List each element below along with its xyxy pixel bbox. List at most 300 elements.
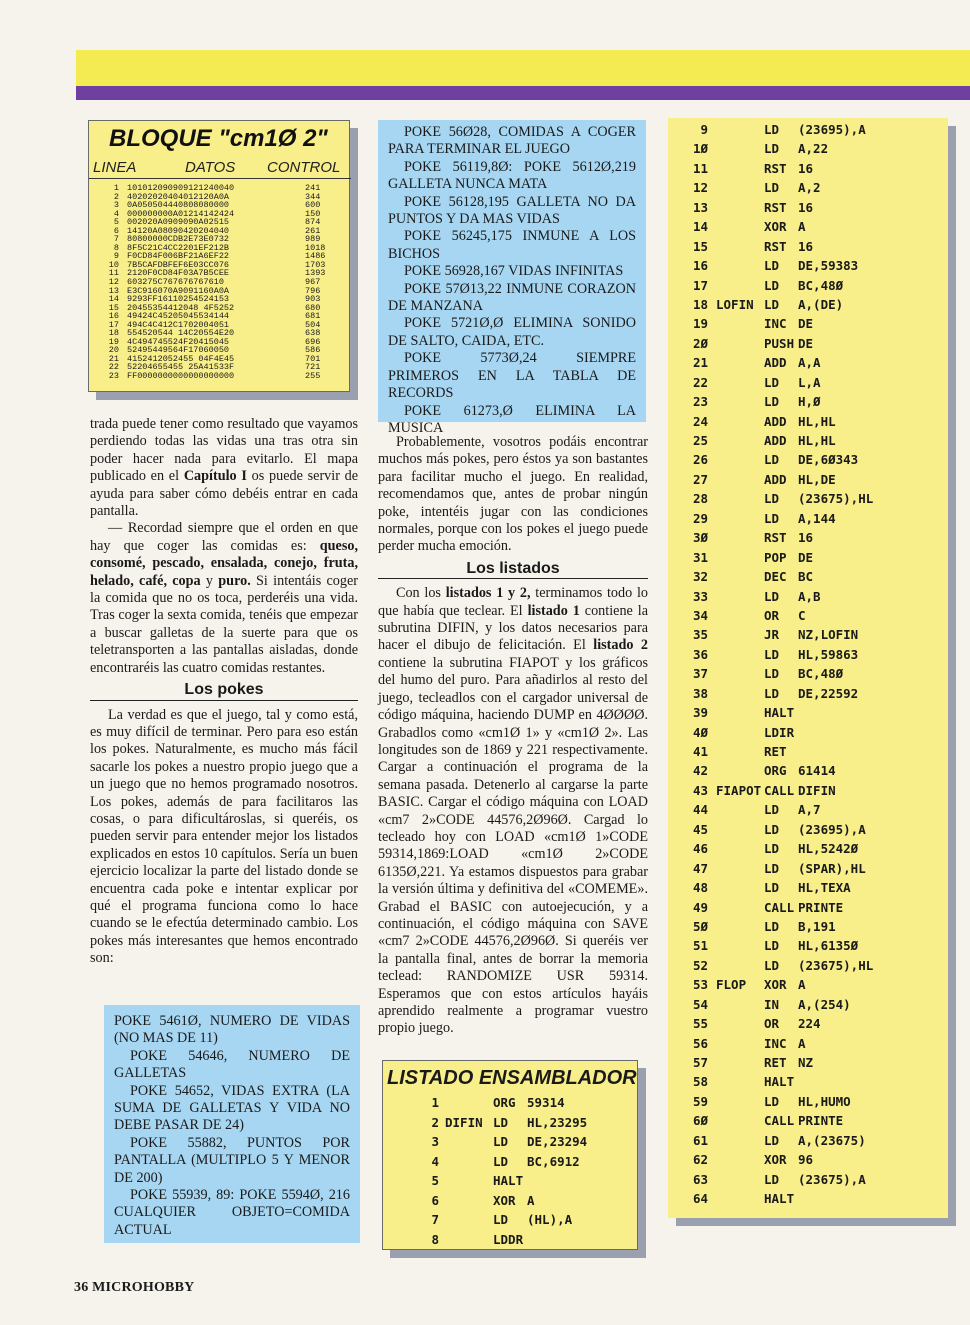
line-number: 2 (431, 1114, 439, 1130)
line-number: 8 (113, 242, 119, 253)
paragraph: La verdad es que el juego, tal y como está, es muy difícil de terminar. Pero para eso están los pokes. Naturalmente, es mucho más fácil sacarle los pokes a nuestro propio juego que a un juego que no hemos programado nosotros. Los pokes, además de para facilitaros las cosas, o para dificultároslas, si queréis, os pueden servir para entender mejor los listados explicados en estos 10 capítulos. Sería un buen ejercicio localizar la parte del listado donde se encuentra cada poke e intentar explicar por qué el programa funciona como lo hace cuando se le efectúa determinado cambio. Los pokes más interesantes que hemos encontrado son: (90, 706, 358, 967)
asm-line (668, 1034, 948, 1053)
line-number: 48 (692, 880, 708, 896)
control-value: 504 (305, 319, 321, 330)
asm-operand: PRINTE (798, 1113, 844, 1129)
asm-opcode: LD (764, 122, 780, 137)
data-value: 494C4C412C1702004051 (127, 319, 230, 330)
asm-line (668, 917, 948, 936)
line-number: 16 (108, 311, 119, 322)
asm-opcode: LD (493, 1114, 509, 1130)
asm-opcode: LD (764, 821, 780, 837)
line-number: 10 (108, 259, 119, 270)
asm-opcode: JR (764, 627, 780, 643)
control-value: 967 (305, 277, 321, 288)
asm-line (668, 1170, 948, 1189)
asm-opcode: OR (764, 1016, 780, 1032)
paragraph: Probablemente, vosotros podáis encontrar muchos más pokes, pero éstos ya son bastantes para facilitar mucho el juego. En realidad, recomendamos que, antes de probar ningún poke, intentéis jugar con las condiciones normales, porque con los pokes el juego puede perder mucha emoción. (378, 434, 648, 555)
line-number: 51 (692, 938, 708, 954)
asm-line (668, 334, 948, 353)
data-value: 7B5CAFDBFEF6E03CC076 (127, 259, 230, 270)
asm-operand: NZ (798, 1055, 814, 1070)
line-number: 4 (113, 208, 119, 219)
asm-operand: A,(23675) (798, 1132, 866, 1148)
asm-line (668, 781, 948, 800)
line-number: 20 (108, 345, 119, 356)
asm-operand: HL,23295 (527, 1114, 588, 1130)
line-number: 11 (108, 268, 119, 279)
poke-entry: POKE 57Ø13,22 INMUNE CORAZON DE MANZANA (388, 280, 636, 315)
asm-line (668, 839, 948, 858)
line-number: 5 (431, 1173, 439, 1188)
asm-opcode: XOR (764, 1152, 787, 1168)
asm-label: FIAPOT (716, 782, 762, 798)
line-number: 9 (700, 122, 708, 137)
asm-line (668, 295, 948, 314)
asm-opcode: LD (764, 880, 780, 896)
asm-opcode: LD (764, 860, 780, 876)
line-number: 14 (692, 219, 708, 235)
poke-entry: POKE 56119,8Ø: POKE 5612Ø,219 GALLETA NUNCA MATA (388, 158, 636, 193)
asm-operand: A,144 (798, 510, 836, 526)
line-number: 34 (692, 607, 708, 623)
asm-line (668, 217, 948, 236)
line-number: 59 (692, 1093, 708, 1109)
asm-operand: (HL),A (527, 1212, 573, 1227)
data-value: 8F5C21C4CC2201EF212B (127, 242, 230, 253)
poke-entry: POKE 56928,167 VIDAS INFINITAS (404, 263, 624, 280)
poke-entry: POKE 61273,Ø ELIMINA LA MUSICA (388, 402, 636, 436)
asm-operand: DE (798, 549, 814, 565)
asm-line (668, 412, 948, 431)
asm-opcode: LD (764, 957, 780, 973)
listado-ensamblador-box (382, 1060, 638, 1250)
line-number: 12 (692, 180, 708, 196)
data-value: 000000000A01214142424 (127, 208, 235, 219)
asm-operand: A (798, 977, 806, 993)
asm-opcode: LD (764, 510, 780, 526)
asm-operand: DE (798, 335, 814, 351)
line-number: 35 (692, 627, 708, 643)
asm-opcode: LD (764, 258, 780, 274)
line-number: 3 (431, 1134, 439, 1149)
control-value: 600 (305, 200, 321, 211)
asm-opcode: XOR (764, 219, 787, 235)
line-number: 36 (692, 646, 708, 662)
asm-opcode: ADD (764, 471, 787, 487)
header-control: CONTROL (267, 159, 341, 176)
asm-line (668, 684, 948, 703)
pokes-box-left (104, 1005, 360, 1243)
control-value: 241 (305, 183, 321, 193)
line-number: 21 (692, 355, 708, 371)
asm-opcode: LD (493, 1134, 509, 1149)
asm-label: DIFIN (445, 1114, 483, 1130)
asm-opcode: CALL (764, 782, 795, 798)
asm-line (668, 820, 948, 839)
asm-operand: HL,6135Ø (798, 938, 859, 954)
asm-operand: L,A (798, 374, 821, 390)
asm-opcode: RET (764, 744, 787, 759)
asm-operand: (SPAR),HL (798, 860, 866, 876)
line-number: 2Ø (692, 335, 708, 351)
asm-operand: DE (798, 316, 814, 332)
control-value: 696 (305, 336, 321, 347)
asm-operand: A (798, 1035, 806, 1051)
asm-line (668, 1189, 948, 1208)
line-number: 25 (692, 433, 708, 448)
section-heading-pokes: Los pokes (90, 681, 358, 700)
line-number: 57 (692, 1055, 708, 1070)
asm-operand: 16 (798, 238, 814, 254)
asm-opcode: LD (764, 1132, 780, 1148)
asm-operand: BC,48Ø (798, 277, 844, 293)
asm-operand: DE,23294 (527, 1134, 588, 1149)
asm-line (668, 314, 948, 333)
asm-opcode: LD (764, 802, 780, 818)
control-value: 344 (305, 191, 321, 202)
line-number: 52 (692, 957, 708, 973)
asm-line (383, 1210, 639, 1230)
asm-operand: A (527, 1192, 535, 1208)
asm-opcode: DEC (764, 569, 787, 585)
asm-line (383, 1152, 639, 1172)
data-value: F0CD84F006BF21A6EF22 (127, 251, 230, 262)
data-value: 20455354412048 4F5252 (127, 302, 235, 313)
asm-operand: DE,6Ø343 (798, 452, 859, 468)
line-number: 24 (692, 413, 708, 429)
asm-opcode: XOR (764, 977, 787, 993)
asm-operand: 16 (798, 199, 814, 215)
line-number: 45 (692, 821, 708, 837)
asm-line (668, 528, 948, 547)
control-value: 150 (305, 208, 321, 219)
asm-opcode: LD (764, 452, 780, 468)
asm-opcode: HALT (493, 1173, 524, 1188)
line-number: 6 (113, 225, 119, 236)
line-number: 1Ø (692, 141, 708, 157)
control-value: 586 (305, 345, 321, 356)
line-number: 7 (431, 1212, 439, 1227)
paragraph: — Recordad siempre que el orden en que hay que coger las comidas es: queso, consomé, pescado, ensalada, conejo, fruta, helado, café, copa y puro. Si intentáis coger la comida que no os toca, perderéis una vida. Tras coger la sexta comida, tenéis que empezar a buscar galletas de la suerte para que os teletransporten a las pantallas aisladas, donde encontraréis las cuatro comidas restantes. (90, 520, 359, 676)
asm-line (668, 995, 948, 1014)
section-heading-listados: Los listados (378, 560, 648, 579)
asm-line (668, 373, 948, 392)
data-value: 603275C767676767610 (127, 277, 224, 288)
poke-entry: POKE 56Ø28, COMIDAS A COGER PARA TERMINAR EL JUEGO (388, 124, 636, 158)
asm-line (668, 664, 948, 683)
data-value: 4152412052455 04F4E45 (127, 353, 235, 364)
asm-line (668, 470, 948, 489)
control-value: 255 (305, 371, 321, 382)
data-value: 101012090909121240040 (127, 183, 235, 193)
column-2 (378, 434, 648, 1038)
asm-opcode: XOR (493, 1192, 516, 1208)
asm-opcode: LD (764, 394, 780, 410)
asm-opcode: ADD (764, 355, 787, 371)
asm-line (668, 489, 948, 508)
listado-title: LISTADO ENSAMBLADOR (387, 1067, 637, 1089)
asm-opcode: HALT (764, 1191, 795, 1207)
asm-line (383, 1191, 639, 1211)
line-number: 29 (692, 510, 708, 526)
asm-operand: HL,DE (798, 471, 836, 487)
asm-operand: 16 (798, 160, 814, 176)
asm-line (383, 1171, 639, 1191)
line-number: 28 (692, 491, 708, 507)
asm-operand: (23675),HL (798, 957, 874, 973)
asm-operand: 224 (798, 1016, 821, 1032)
control-value: 680 (305, 302, 321, 313)
asm-operand: A (798, 219, 806, 235)
control-value: 721 (305, 362, 321, 373)
line-number: 46 (692, 841, 708, 857)
data-value: 14120A08090420204040 (127, 225, 230, 236)
asm-operand: A,B (798, 588, 821, 604)
control-value: 261 (305, 225, 321, 236)
line-number: 22 (108, 362, 119, 373)
asm-line (668, 1111, 948, 1130)
line-number: 3 (113, 200, 119, 211)
asm-opcode: CALL (764, 1113, 795, 1129)
asm-operand: (23675),A (798, 1171, 866, 1187)
line-number: 18 (692, 296, 708, 312)
asm-opcode: INC (764, 316, 787, 332)
line-number: 37 (692, 666, 708, 682)
asm-opcode: LD (764, 277, 780, 293)
line-number: 5Ø (692, 918, 708, 934)
line-number: 17 (692, 277, 708, 293)
poke-entry: POKE 56245,175 INMUNE A LOS BICHOS (388, 228, 636, 262)
asm-opcode: LDDR (493, 1231, 524, 1247)
line-number: 19 (108, 336, 119, 347)
line-number: 53 (692, 977, 708, 993)
line-number: 12 (108, 277, 119, 288)
control-value: 681 (305, 311, 321, 322)
asm-line (383, 1230, 639, 1250)
asm-line (668, 587, 948, 606)
asm-line (668, 703, 948, 722)
data-value: 52495449564F17060050 (127, 345, 230, 356)
asm-opcode: LD (764, 588, 780, 604)
asm-operand: (23695),A (798, 122, 866, 137)
control-value: 638 (305, 328, 321, 339)
asm-opcode: CALL (764, 899, 795, 915)
asm-opcode: POP (764, 549, 787, 565)
line-number: 4 (431, 1153, 439, 1169)
control-value: 989 (305, 234, 321, 245)
asm-line (668, 256, 948, 275)
asm-line (668, 1092, 948, 1111)
control-value: 701 (305, 353, 321, 364)
asm-opcode: LD (764, 141, 780, 157)
header-datos: DATOS (185, 159, 236, 176)
asm-line (668, 450, 948, 469)
asm-line (668, 898, 948, 917)
asm-opcode: LD (764, 180, 780, 196)
pokes-box-right (378, 120, 646, 436)
data-value: 0A050504440808080000 (127, 200, 230, 211)
asm-opcode: LD (764, 296, 780, 312)
header-linea: LINEA (93, 159, 137, 176)
asm-operand: DE,59383 (798, 258, 859, 274)
data-value: FF0000000000000000000 (127, 371, 235, 382)
line-number: 43 (692, 782, 708, 798)
data-value: 49424C45205045534144 (127, 311, 230, 322)
asm-opcode: OR (764, 607, 780, 623)
asm-opcode: ADD (764, 433, 787, 448)
page-footer: 36 MICROHOBBY (74, 1280, 195, 1295)
line-number: 32 (692, 569, 708, 585)
line-number: 21 (108, 353, 119, 364)
line-number: 8 (431, 1231, 439, 1247)
line-number: 31 (692, 549, 708, 565)
asm-line (668, 1053, 948, 1072)
line-number: 44 (692, 802, 708, 818)
line-number: 23 (108, 371, 119, 382)
poke-entry: POKE 56128,195 GALLETA NO DA PUNTOS Y DA MAS VIDAS (388, 193, 636, 228)
control-value: 1486 (305, 251, 326, 262)
poke-entry: POKE 55939, 89: POKE 5594Ø, 216 CUALQUIER OBJETO=COMIDA ACTUAL (114, 1187, 350, 1238)
asm-line (668, 509, 948, 528)
asm-opcode: LDIR (764, 724, 795, 740)
line-number: 41 (692, 744, 708, 759)
control-value: 1393 (305, 268, 326, 279)
asm-line (668, 1072, 948, 1091)
asm-opcode: RST (764, 238, 787, 254)
asm-line (668, 859, 948, 878)
asm-label: FLOP (716, 977, 747, 993)
poke-entry: POKE 5773Ø,24 SIEMPRE PRIMEROS EN LA TABLA DE RECORDS (388, 350, 636, 402)
asm-opcode: PUSH (764, 335, 795, 351)
control-value: 874 (305, 217, 321, 228)
asm-line (668, 800, 948, 819)
asm-opcode: RET (764, 1055, 787, 1070)
line-number: 42 (692, 763, 708, 779)
line-number: 7 (113, 234, 119, 245)
asm-opcode: RST (764, 199, 787, 215)
asm-opcode: LD (764, 918, 780, 934)
asm-opcode: LD (764, 666, 780, 682)
bloque-rows (99, 184, 343, 381)
line-number: 2 (113, 191, 119, 202)
asm-opcode: LD (493, 1153, 509, 1169)
asm-opcode: LD (764, 1171, 780, 1187)
assembler-listing (668, 118, 948, 1218)
asm-line (668, 956, 948, 975)
asm-opcode: INC (764, 1035, 787, 1051)
asm-operand: 59314 (527, 1095, 565, 1110)
line-number: 4Ø (692, 724, 708, 740)
line-number: 22 (692, 374, 708, 390)
asm-operand: BC,48Ø (798, 666, 844, 682)
asm-operand: DE,22592 (798, 685, 859, 701)
asm-line (668, 936, 948, 955)
line-number: 26 (692, 452, 708, 468)
asm-opcode: HALT (764, 705, 795, 721)
asm-line (668, 723, 948, 742)
line-number: 6Ø (692, 1113, 708, 1129)
asm-line (383, 1093, 639, 1113)
asm-opcode: LD (764, 374, 780, 390)
data-value: 002020A0909090A02515 (127, 217, 230, 228)
asm-line (668, 431, 948, 450)
line-number: 39 (692, 705, 708, 721)
line-number: 55 (692, 1016, 708, 1032)
line-number: 13 (692, 199, 708, 215)
data-value: E3C916070A9091160A0A (127, 285, 230, 296)
line-number: 23 (692, 394, 708, 410)
table-row (99, 372, 343, 381)
asm-operand: A,A (798, 355, 821, 371)
line-number: 64 (692, 1191, 708, 1207)
asm-operand: (23675),HL (798, 491, 874, 507)
line-number: 54 (692, 996, 708, 1012)
asm-line (668, 178, 948, 197)
asm-line (668, 761, 948, 780)
asm-operand: BC (798, 569, 814, 585)
data-value: 52204655455 25A41533F (127, 362, 235, 373)
line-number: 19 (692, 316, 708, 332)
asm-line (668, 276, 948, 295)
poke-entry: POKE 55882, PUNTOS POR PANTALLA (MULTIPLO 5 Y MENOR DE 200) (114, 1134, 350, 1186)
asm-line (668, 878, 948, 897)
line-number: 38 (692, 685, 708, 701)
asm-operand: A,2 (798, 180, 821, 196)
poke-entry: POKE 5721Ø,Ø ELIMINA SONIDO DE SALTO, CAIDA, ETC. (388, 315, 636, 349)
asm-opcode: ORG (764, 763, 787, 779)
asm-line (668, 159, 948, 178)
data-value: 2120F0CD84F03A7B5CEE (127, 268, 230, 279)
asm-opcode: LD (764, 938, 780, 954)
line-number: 5 (113, 217, 119, 228)
data-value: 40202020404012120A0A (127, 191, 230, 202)
data-value: 80800000CDB2E73E0732 (127, 234, 230, 245)
asm-line (668, 742, 948, 761)
asm-operand: HL,HL (798, 413, 836, 429)
data-value: 9293FF16110254524153 (127, 294, 230, 305)
column-1 (90, 416, 358, 968)
poke-entry: POKE 54646, NUMERO DE GALLETAS (114, 1047, 350, 1082)
asm-line (668, 392, 948, 411)
asm-line (668, 606, 948, 625)
asm-opcode: RST (764, 160, 787, 176)
line-number: 58 (692, 1074, 708, 1090)
line-number: 17 (108, 319, 119, 330)
asm-operand: NZ,LOFIN (798, 627, 859, 643)
asm-opcode: LD (764, 1093, 780, 1109)
line-number: 11 (692, 160, 708, 176)
line-number: 15 (692, 238, 708, 254)
asm-operand: BC,6912 (527, 1153, 580, 1169)
paragraph: trada puede tener como resultado que vayamos perdiendo todas las vidas una tras otra sin poder hacer nada para evitarlo. El mapa publicado en el Capítulo I os puede servir de ayuda para saber cómo debéis entrar en cada pantalla. (90, 416, 359, 520)
line-number: 14 (108, 294, 119, 305)
line-number: 3Ø (692, 530, 708, 546)
line-number: 63 (692, 1171, 708, 1187)
asm-operand: A,(254) (798, 996, 851, 1012)
asm-operand: 96 (798, 1152, 814, 1168)
line-number: 6 (431, 1192, 439, 1208)
line-number: 9 (113, 251, 119, 262)
asm-line (668, 975, 948, 994)
asm-line (668, 625, 948, 644)
asm-line (668, 353, 948, 372)
asm-line (383, 1113, 639, 1133)
asm-line (668, 1131, 948, 1150)
asm-opcode: LD (764, 685, 780, 701)
asm-operand: HL,5242Ø (798, 841, 859, 857)
control-value: 1703 (305, 259, 326, 270)
